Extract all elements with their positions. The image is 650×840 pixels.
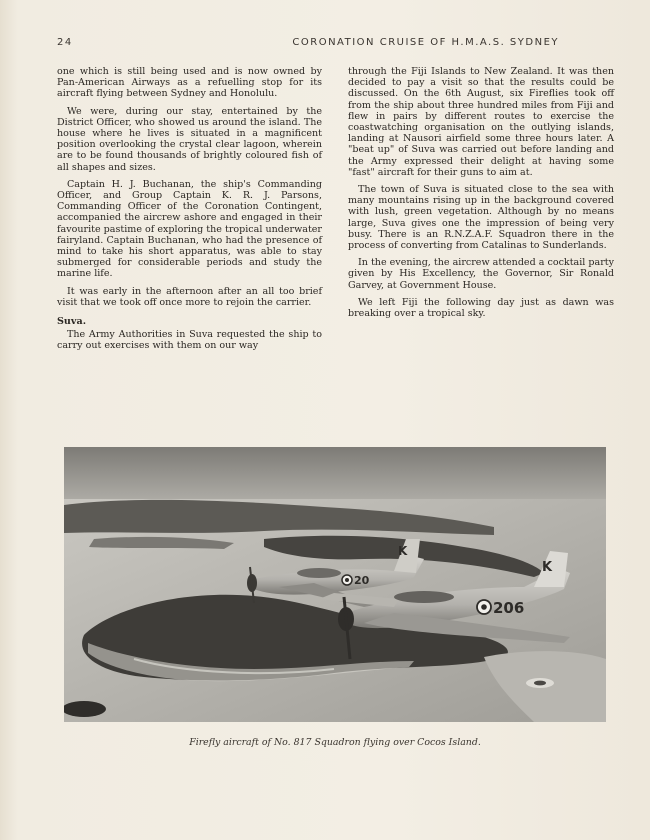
left-paragraph-2: We were, during our stay, entertained by the District Officer, who showed us around the island. The house where he lives is situated in a magnificent position overlooking the crystal clear lagoon, wherein are to be found thousands of brightly coloured fish of all shapes and sizes. [57,105,322,173]
left-paragraph-3: Captain H. J. Buchanan, the ship's Commanding Officer, and Group Captain K. R. J. Parsons, Commanding Officer of the Coronation Contingent, accompanied the aircrew ashore and engaged in their favourite pastime of exploring the tropical underwater fairyland. Captain Buchanan, who had the presence of mind to take his short apparatus, was able to stay submerged for considerable periods and study the marine life. [57,178,322,280]
right-paragraph-4: We left Fiji the following day just as dawn was breaking over a tropical sky. [348,296,614,320]
aerial-photograph [64,447,606,722]
aircraft-over-island-image [64,447,606,722]
front-aircraft-serial: 206 [493,599,525,617]
page-number: 24 [57,37,73,48]
rear-aircraft-tail-letter: K [398,544,408,558]
right-paragraph-1: through the Fiji Islands to New Zealand. It was then decided to pay a visit so that the results could be discussed. On the 6th August, six Fireflies took off from the ship about three hundred miles from Fiji and flew in pairs by different routes to exercise the coastwatching organisation on the outlying islands, landing at Nausori airfield some three hours later. A "beat up" of Suva was carried out before landing and the Army expressed their delight at having some "fast" aircraft for their guns to aim at. [348,66,614,178]
left-paragraph-1: one which is still being used and is now owned by Pan-American Airways as a refuelling stop for its aircraft flying between Sydney and Honolulu. [57,66,322,100]
front-aircraft-tail-letter: K [542,560,553,575]
section-heading-suva: Suva. [57,316,87,328]
right-column [348,66,614,325]
page-header [57,37,597,53]
right-paragraph-2: The town of Suva is situated close to the sea with many mountains rising up in the background covered with lush, green vegetation. Although by no means large, Suva gives one the impression of being very busy. There is an R.N.Z.A.F. Squadron there in the process of converting from Catalinas to Sunderlands. [348,184,614,252]
right-paragraph-3: In the evening, the aircrew attended a cocktail party given by His Excellency, the Governor, Sir Ronald Garvey, at Government House. [348,257,614,291]
left-paragraph-4: It was early in the afternoon after an all too brief visit that we took off once more to rejoin the carrier. [57,285,322,308]
left-column [57,66,322,358]
running-title: CORONATION CRUISE OF H.M.A.S. SYDNEY [292,37,559,48]
photo-caption: Firefly aircraft of No. 817 Squadron flying over Cocos Island. [189,737,481,748]
rear-aircraft-serial: 20 [354,574,370,587]
left-paragraph-5: The Army Authorities in Suva requested the ship to carry out exercises with them on our way [57,329,322,352]
